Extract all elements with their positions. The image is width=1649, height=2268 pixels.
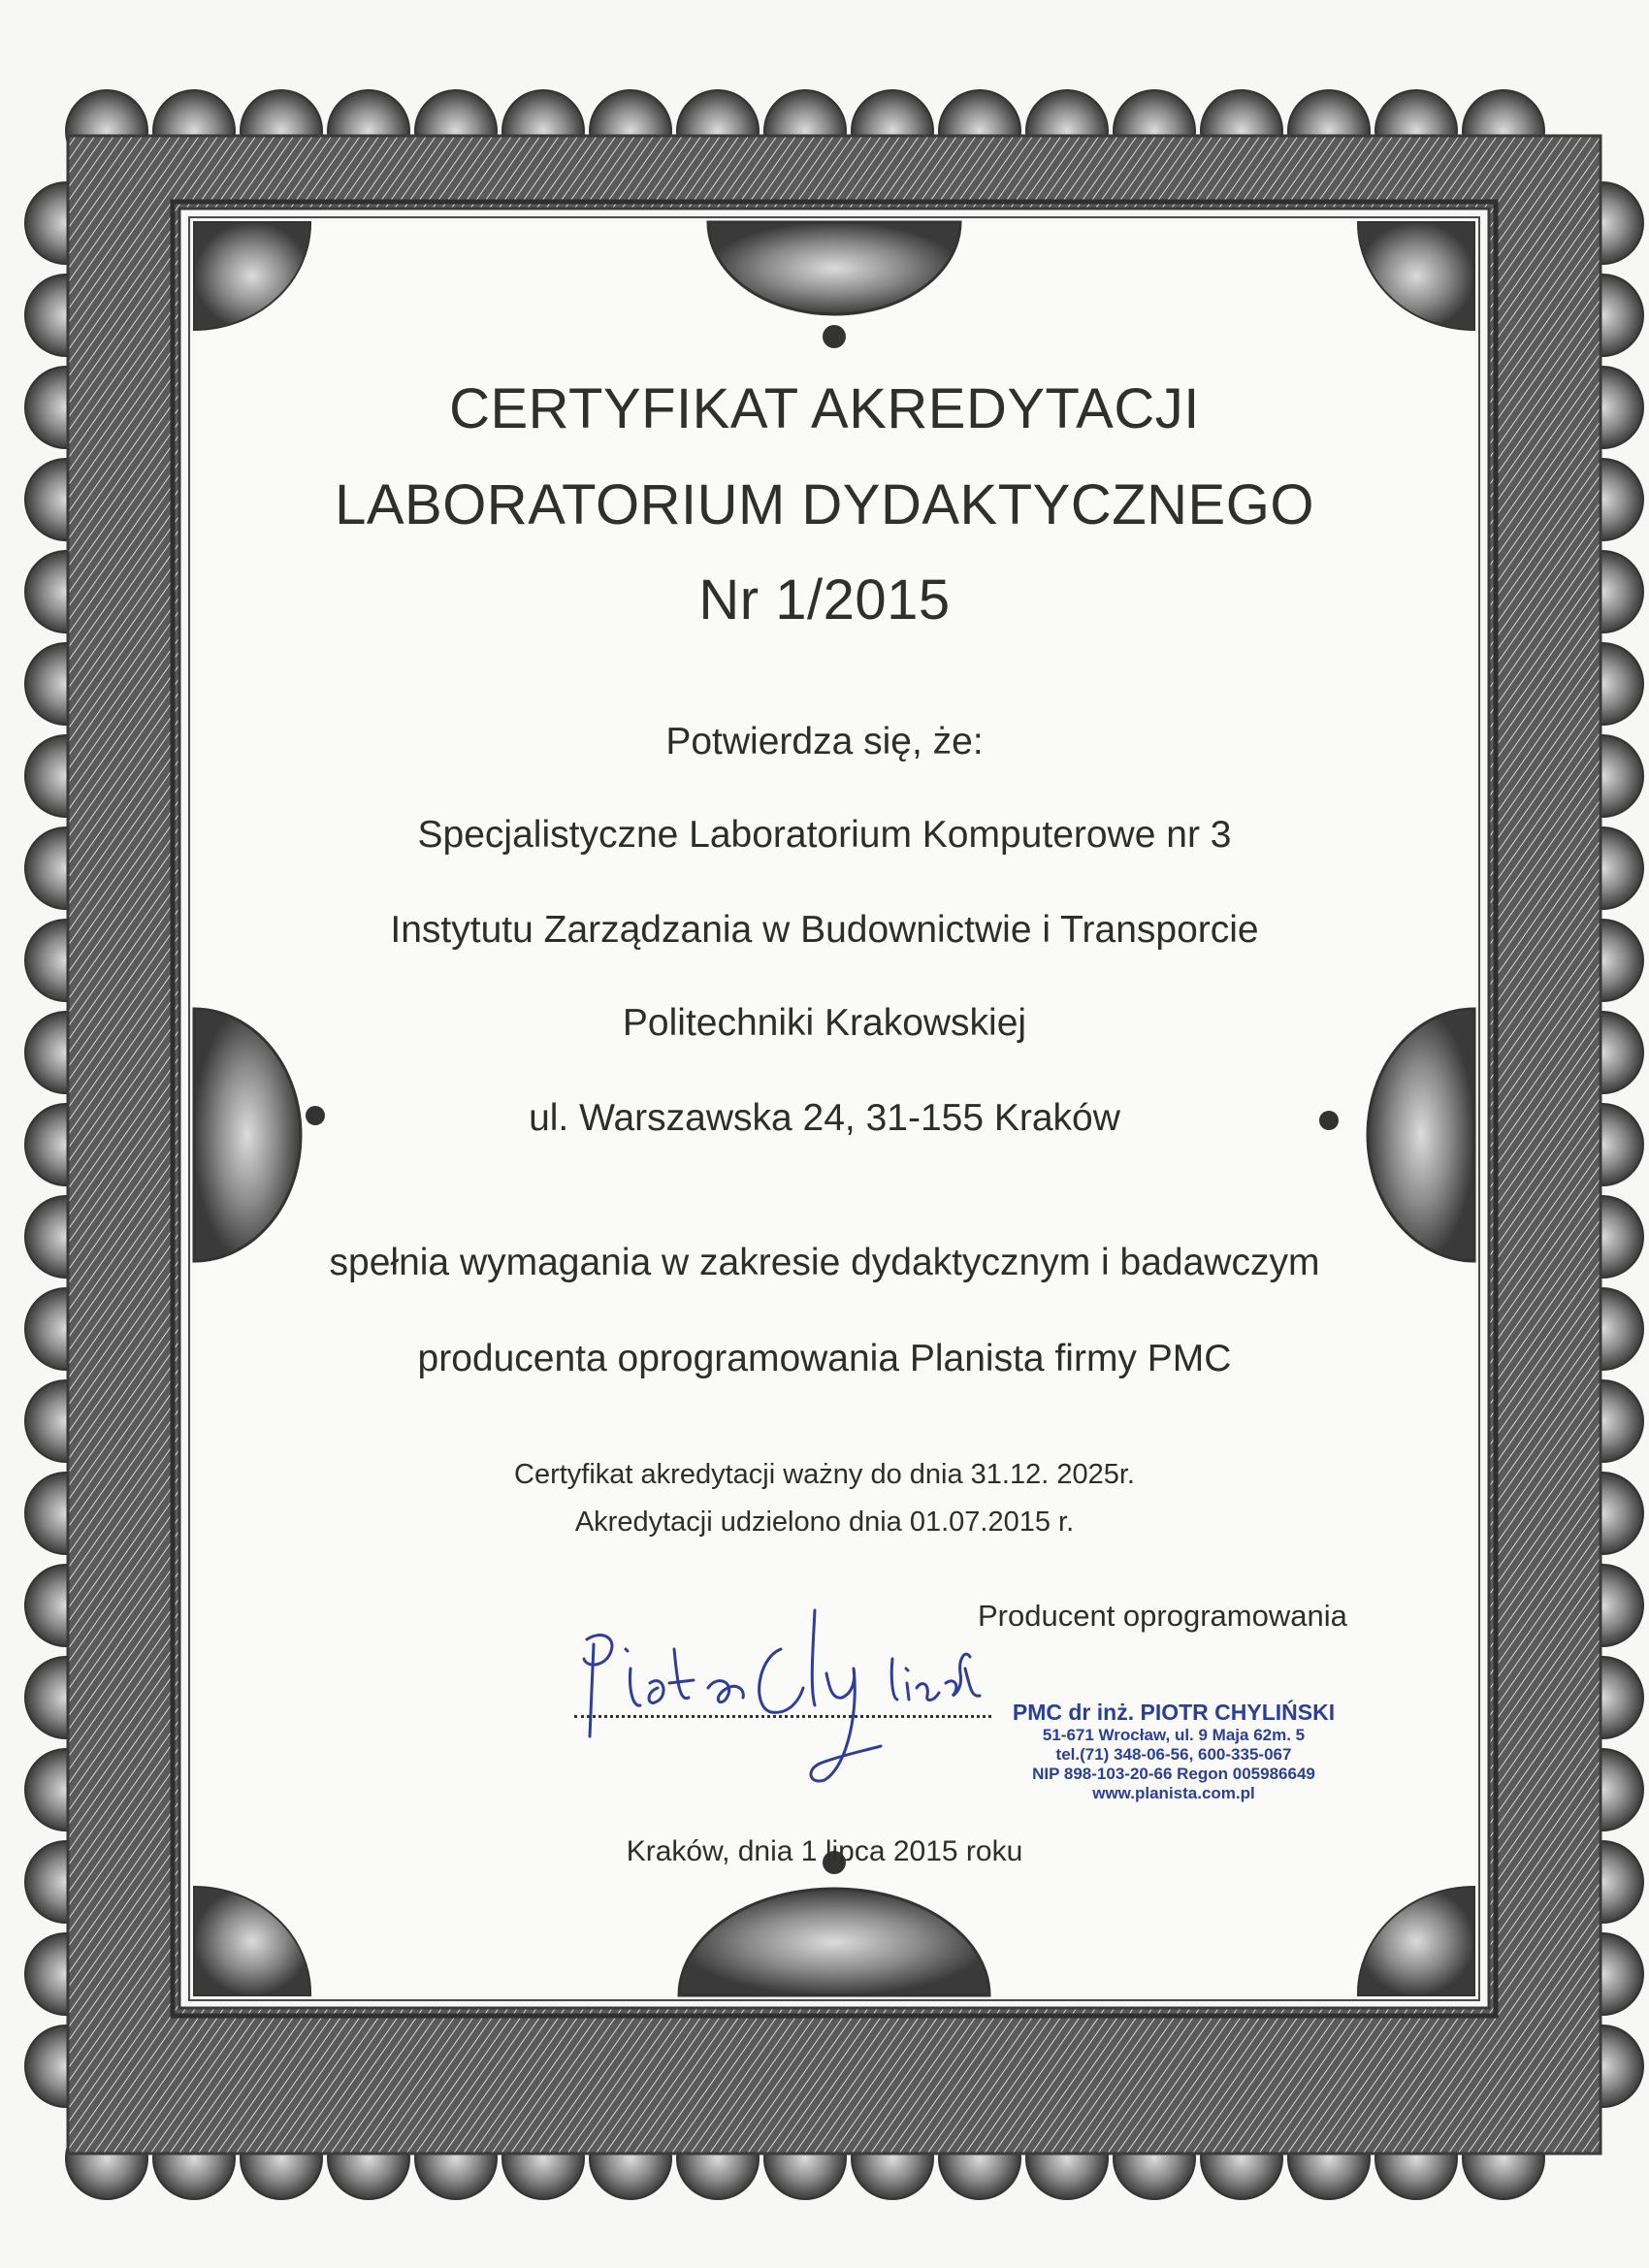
title-line-2: LABORATORIUM DYDAKTYCZNEGO <box>335 473 1314 536</box>
stamp-company-name: PMC dr inż. PIOTR CHYLIŃSKI <box>1012 1700 1336 1725</box>
stamp-tax-ids: NIP 898-103-20-66 Regon 005986649 <box>1032 1765 1315 1784</box>
stamp-phone: tel.(71) 348-06-56, 600-335-067 <box>1055 1745 1292 1765</box>
stamp-address: 51-671 Wrocław, ul. 9 Maja 62m. 5 <box>1042 1726 1306 1745</box>
producer-label: Producent oprogramowania <box>978 1599 1347 1633</box>
stamp-website: www.planista.com.pl <box>1092 1784 1255 1803</box>
lab-name-line-1: Specjalistyczne Laboratorium Komputerowe nr 3 <box>417 814 1232 856</box>
place-and-date: Kraków, dnia 1 lipca 2015 roku <box>626 1835 1023 1867</box>
requirements-line-2: producenta oprogramowania Planista firmy PMC <box>417 1338 1232 1379</box>
handwritten-signature <box>572 1591 999 1795</box>
company-stamp <box>980 1700 1368 1803</box>
certificate-number: Nr 1/2015 <box>698 568 951 632</box>
requirements-line-1: spełnia wymagania w zakresie dydaktycznym i badawczym <box>329 1242 1320 1283</box>
validity-text: Certyfikat akredytacji ważny do dnia 31.12. 2025r. <box>514 1459 1135 1490</box>
title-line-1: CERTYFIKAT AKREDYTACJI <box>449 377 1200 440</box>
lab-address: ul. Warszawska 24, 31-155 Kraków <box>529 1097 1120 1139</box>
confirm-text: Potwierdza się, że: <box>665 721 984 762</box>
lab-name-line-3: Politechniki Krakowskiej <box>622 1002 1027 1044</box>
lab-name-line-2: Instytutu Zarządzania w Budownictwie i Transporcie <box>390 909 1259 951</box>
granted-text: Akredytacji udzielono dnia 01.07.2015 r. <box>574 1507 1075 1538</box>
